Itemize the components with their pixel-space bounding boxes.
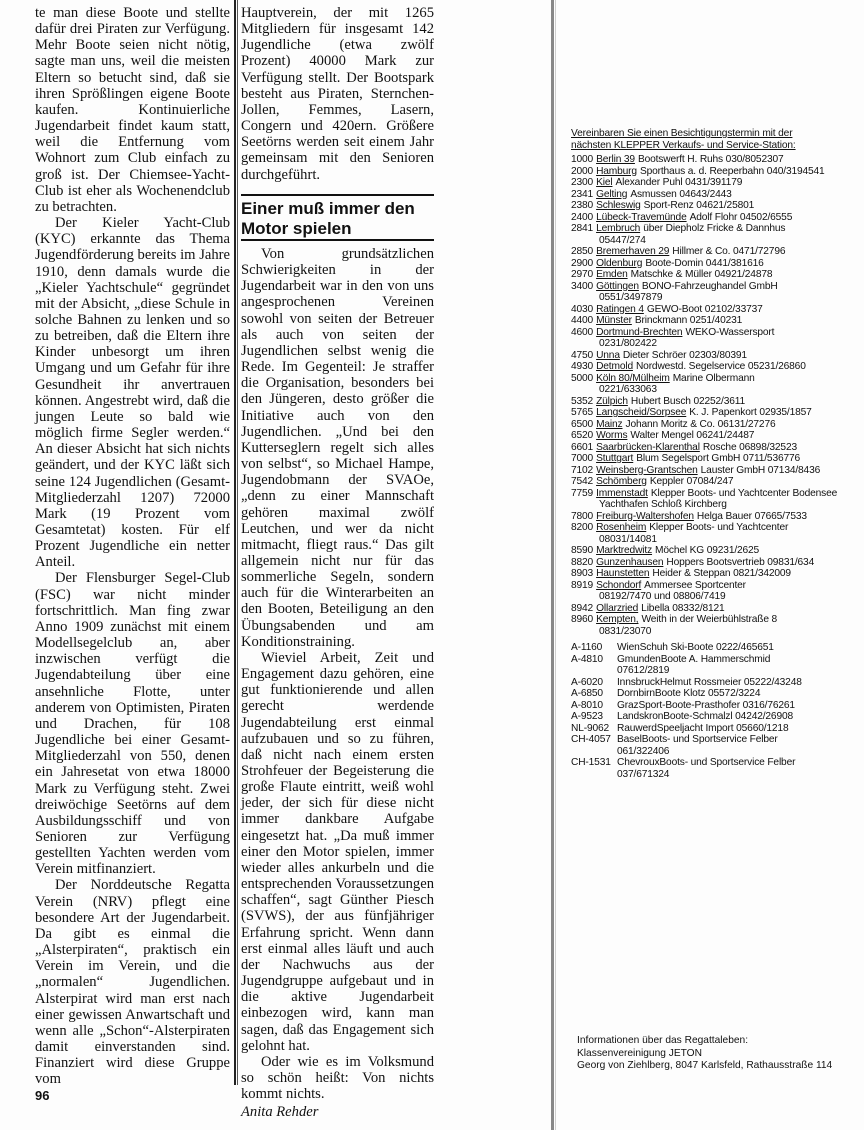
postal-code: 5765 xyxy=(571,407,594,418)
dealer-entry xyxy=(571,677,841,689)
dealer-details: Boots- und Sportservice Felber xyxy=(641,734,778,745)
dealer-details: Bootswerft H. Ruhs 030/8052307 xyxy=(637,154,784,165)
dealer-entry xyxy=(571,614,841,626)
postal-code: 7759 xyxy=(571,487,594,499)
dealer-details: Matschke & Müller 04921/24878 xyxy=(630,269,773,280)
dealer-details: WEKO-Wassersport xyxy=(685,326,775,338)
postal-code: 4030 xyxy=(571,303,594,315)
column-rule-thin xyxy=(237,0,238,1085)
postal-code: 6500 xyxy=(571,418,594,430)
dealer-entry xyxy=(571,465,841,477)
dealer-details: Helga Bauer 07665/7533 xyxy=(696,510,807,522)
postal-code: 2900 xyxy=(571,257,594,269)
dealer-entry xyxy=(571,580,841,592)
dealer-details: Blum Segelsport GmbH 0711/536776 xyxy=(636,453,801,464)
dealer-city: Wien xyxy=(617,642,640,653)
dealer-city: Immenstadt xyxy=(596,487,648,499)
info-line: Georg von Ziehlberg, 8047 Karlsfeld, Rathausstraße 114 xyxy=(577,1060,833,1071)
postal-code: 2400 xyxy=(571,211,594,223)
postal-code: 8903 xyxy=(571,568,594,579)
dealer-details: Nordwestd. Segelservice 05231/26860 xyxy=(635,361,806,372)
dealer-entry xyxy=(571,212,841,224)
postal-code: 7542 xyxy=(571,476,594,487)
dealer-details: Rosche 06898/32523 xyxy=(702,441,797,453)
dealer-details: Marine Olbermann xyxy=(672,372,755,384)
dealer-city: Unna xyxy=(596,349,620,361)
dealer-city: Lembruch xyxy=(596,223,641,234)
dealer-details: Dieter Schröer 02303/80391 xyxy=(622,349,747,361)
dealer-city: Schömberg xyxy=(596,476,647,487)
heading-rule-top xyxy=(241,194,434,196)
postal-code: 7102 xyxy=(571,464,594,476)
postal-code: 8942 xyxy=(571,602,594,614)
dealer-entry xyxy=(571,223,841,235)
dealer-details-continued: 07612/2819 xyxy=(617,665,670,676)
page-gutter-shadow xyxy=(555,0,556,1130)
postal-code: 6520 xyxy=(571,430,594,441)
dealer-details: Möchel KG 09231/2625 xyxy=(655,545,760,556)
dealer-city: Zülpich xyxy=(596,395,628,407)
dealer-details: BONO-Fahrzeughandel GmbH xyxy=(641,280,778,292)
dealer-entry xyxy=(571,557,841,569)
dealer-entry xyxy=(571,688,841,700)
postal-code: 2850 xyxy=(571,246,594,257)
paragraph: Oder wie es im Volksmund so schön heißt: Von nichts kommt nichts. xyxy=(241,1053,434,1103)
dealer-details: Weith in der Weierbühlstraße 8 xyxy=(641,614,778,625)
paragraph: Wieviel Arbeit, Zeit und Engagement dazu gehören, eine gut funktionierende und allen gerecht werdende Jugendabteilung erst einmal aufzubauen und so zu führen, daß nicht nach einem ersten Strohfeuer der Begeisterung die große Flaute eintritt, weiß wohl jeder, der sich für diese nicht immer dankbare Aufgabe eingesetzt hat. „Da muß immer einer den Motor spielen, immer wieder alles ankurbeln und die entsprechenden Voraussetzungen schaffen“, sagt Günther Piesch (SVWS), der aus fünfjähriger Erfahrung spricht. Wenn dann erst einmal alles läuft und auch der Nachwuchs aus der Jugendgruppe aufgebaut und in die aktive Jugendarbeit einbezogen wird, kann man sagen, daß das Engagement sich gelohnt hat. xyxy=(241,649,434,1054)
dealer-details: Klepper Boots- und Yachtcenter Bodensee xyxy=(650,487,838,499)
dealer-details: Boote-Schmalzl 04242/26908 xyxy=(663,711,793,722)
dealer-city: Dortmund-Brechten xyxy=(596,326,683,338)
dealer-entry xyxy=(571,711,841,723)
dealer-entry xyxy=(571,568,841,580)
dealer-city: Worms xyxy=(596,430,628,441)
dealer-details: Johann Moritz & Co. 06131/27276 xyxy=(625,418,776,430)
postal-code: NL-9062 xyxy=(571,722,610,734)
dealer-entry xyxy=(571,373,841,385)
postal-code: CH-1531 xyxy=(571,757,611,768)
dealer-entry xyxy=(571,511,841,523)
postal-code: 7800 xyxy=(571,510,594,522)
dealer-details: Boote-Domin 0441/381616 xyxy=(645,257,764,269)
dealer-details: Helmut Rossmeier 05222/43248 xyxy=(659,676,802,688)
dealer-details: K. J. Papenkort 02935/1857 xyxy=(689,407,812,418)
postal-code: 4400 xyxy=(571,315,594,326)
heading-rule-bottom xyxy=(241,239,434,241)
dealer-details-continued: 0221/633063 xyxy=(599,384,657,395)
dealer-details: Speeljacht Import 05660/1218 xyxy=(656,722,789,734)
dealer-details-continued: 061/322406 xyxy=(617,745,670,757)
dealer-entry xyxy=(571,258,841,270)
dealer-entry xyxy=(571,177,841,189)
dealer-details-continued: 0551/3497879 xyxy=(599,292,663,303)
postal-code: 4600 xyxy=(571,326,594,338)
postal-code: 8960 xyxy=(571,614,594,625)
dealer-city: Ollarzried xyxy=(596,602,639,614)
dealer-details: Alexander Puhl 0431/391179 xyxy=(615,177,743,188)
dealer-entry xyxy=(571,154,841,166)
column-rule xyxy=(234,0,236,1085)
author-signature: Anita Rehder xyxy=(241,1104,319,1121)
dealer-details: Libella 08332/8121 xyxy=(641,602,725,614)
dealer-entry xyxy=(571,396,841,408)
dealer-city: Oldenburg xyxy=(596,257,643,269)
dealer-city: Bremerhaven 29 xyxy=(596,246,670,257)
section-heading: Einer muß immer den Motor spielen xyxy=(241,199,415,238)
dealer-entry xyxy=(571,407,841,419)
dealer-details: Hubert Busch 02252/3611 xyxy=(630,395,746,407)
dealer-details: Klepper Boots- und Yachtcenter xyxy=(649,522,789,533)
dealer-details: Hillmer & Co. 0471/72796 xyxy=(672,246,786,257)
dealer-entry xyxy=(571,723,841,735)
dealer-entry xyxy=(571,315,841,327)
article-column-1 xyxy=(35,5,230,1087)
dealer-details-continued: 0831/23070 xyxy=(599,625,652,637)
postal-code: 5000 xyxy=(571,372,594,384)
dealer-details-continued: 08031/14081 xyxy=(599,533,657,545)
dealer-details-continued: 0231/802422 xyxy=(599,338,657,349)
dealer-entry xyxy=(571,281,841,293)
dealer-entry xyxy=(571,603,841,615)
postal-code: 2970 xyxy=(571,269,594,280)
postal-code: A-6850 xyxy=(571,688,603,699)
dealer-list-foreign xyxy=(571,642,841,780)
dealer-city: Hamburg xyxy=(596,165,637,177)
dealer-city: Schleswig xyxy=(596,200,641,211)
postal-code: 8590 xyxy=(571,545,594,556)
postal-code: 8200 xyxy=(571,522,594,533)
postal-code: 3400 xyxy=(571,280,594,292)
dealer-details: GEWO-Boot 02102/33737 xyxy=(646,303,763,315)
dealer-details: Sport-Renz 04621/25801 xyxy=(643,200,755,211)
dealer-city: Langscheid/Sorpsee xyxy=(596,407,687,418)
dealer-details: Lauster GmbH 07134/8436 xyxy=(700,464,821,476)
postal-code: A-9523 xyxy=(571,711,603,722)
dealer-city: Dornbirn xyxy=(617,688,655,699)
dealer-list-domestic xyxy=(571,154,841,637)
dealer-entry xyxy=(571,304,841,316)
dealer-details: Sporthaus a. d. Reeperbahn 040/3194541 xyxy=(639,165,825,177)
dealer-entry xyxy=(571,700,841,712)
dealer-city: Gmunden xyxy=(617,653,661,665)
dealer-list xyxy=(571,128,841,780)
dealer-entry xyxy=(571,734,841,746)
dealer-details: Ammersee Sportcenter xyxy=(644,579,746,591)
postal-code: 5352 xyxy=(571,395,594,407)
dealer-city: Emden xyxy=(596,269,628,280)
postal-code: 8820 xyxy=(571,556,594,568)
dealer-city: Weinsberg-Grantschen xyxy=(596,464,698,476)
paragraph: Der Norddeutsche Regatta Verein (NRV) pflegt eine besondere Art der Jugendarbeit. Da gibt es einmal die „Alsterpiraten“, praktisch ein Verein im Verein, und die „normalen“ Jugendlichen. Alsterpirat wird man erst nach einer gewissen Anwartschaft und wenn alle „Schon“-Alsterpiraten damit einverstanden sind. Finanziert wird diese Gruppe vom xyxy=(35,877,230,1088)
dealer-details: Schuh Ski-Boote 0222/465651 xyxy=(639,642,774,653)
dealer-entry xyxy=(571,350,841,362)
dealer-entry xyxy=(571,361,841,373)
postal-code: 1000 xyxy=(571,154,594,165)
dealer-city: Ratingen 4 xyxy=(596,303,644,315)
dealer-entry xyxy=(571,246,841,258)
dealer-city: Gunzenhausen xyxy=(596,556,664,568)
dealer-entry xyxy=(571,189,841,201)
postal-code: 4930 xyxy=(571,361,594,372)
postal-code: 7000 xyxy=(571,453,594,464)
dealer-details: Sport-Boote-Prasthofer 0316/76261 xyxy=(638,699,795,711)
paragraph: Von grundsätzlichen Schwierigkeiten in der Jugendarbeit war in den von uns angesprochenen Vereinen sowohl von seiten der Betreuer als auch von seiten der Jugendlichen selbst wenig die Rede. Im Gegenteil: Je straffer die Organisation, besonders bei den Jüngeren, desto größer die Initiative auch von den Jugendlichen. „Und bei den Kutterseglern regelt sich alles von selbst“, so Michael Hampe, Jugendobmann der SVAOe, „denn zu einer Mannschaft gehören maximal zwölf Leutchen, und wer da nicht mitmacht, fliegt raus.“ Das gilt allgemein nicht nur für das sommerliche Segeln, sondern auch für die Winterarbeiten an den Booten, Beteiligung an den Übungsabenden und am Konditionstraining. xyxy=(241,246,434,650)
dealer-entry xyxy=(571,757,841,769)
dealer-details: Brinckmann 0251/40231 xyxy=(634,315,743,326)
postal-code: 4750 xyxy=(571,349,594,361)
postal-code: 2300 xyxy=(571,177,594,188)
dealer-details: Boote A. Hammerschmid xyxy=(660,653,771,665)
dealer-entry xyxy=(571,488,841,500)
dealer-entry xyxy=(571,476,841,488)
postal-code: 2841 xyxy=(571,223,594,234)
dealer-details: Keppler 07084/247 xyxy=(649,476,734,487)
dealer-entry xyxy=(571,545,841,557)
dealer-details: Boote Klotz 05572/3224 xyxy=(654,688,761,699)
dealer-entry xyxy=(571,642,841,654)
dealer-entry xyxy=(571,166,841,178)
dealer-city: Marktredwitz xyxy=(596,545,653,556)
dealer-details-continued: 05447/274 xyxy=(599,234,646,246)
dealer-entry xyxy=(571,442,841,454)
paragraph: Hauptverein, der mit 1265 Mitgliedern für insgesamt 142 Jugendliche (etwa zwölf Prozent) 40000 Mark zur Verfügung stellt. Der Bootspark besteht aus Piraten, Sternchen-Jollen, Femmes, Lasern, Congern und 420ern. Größere Seetörns werden seit einem Jahr gemeinsam mit den Senioren durchgeführt. xyxy=(241,5,434,183)
dealer-city: Schondorf xyxy=(596,579,642,591)
paragraph: Der Kieler Yacht-Club (KYC) erkannte das Thema Jugendförderung bereits im Jahre 1910, denn damals wurde die „Kieler Yachtschule“ gegründet mit der Absicht, „diese Schule in solche Bahnen zu lenken und so zu betreiben, daß die Eltern ihre Kinder unbesorgt um ihren Umgang und um Gefahr für ihre Gesundheit ihr anvertrauen können. Angestrebt wird, daß die jungen Leute so bald wie möglich firme Segler werden.“ An dieser Absicht hat sich nichts geändert, und der KYC läßt sich seine 124 Jugendlichen (Gesamt-Mitgliederzahl 1207) 72000 Mark (19 Prozent vom Gesamtetat) kosten. Für elf Prozent Jugendliche ein netter Anteil. xyxy=(35,215,230,571)
dealer-details-continued: Yachthafen Schloß Kirchberg xyxy=(599,499,727,510)
dealer-city: Münster xyxy=(596,315,632,326)
dealer-city: Gelting xyxy=(596,188,628,200)
postal-code: A-1160 xyxy=(571,642,603,653)
dealer-city: Kempten, xyxy=(596,614,639,625)
dealer-city: Graz xyxy=(617,699,639,711)
dealer-entry xyxy=(571,430,841,442)
info-line: Klassenvereinigung JETON xyxy=(577,1047,702,1059)
dealer-city: Kiel xyxy=(596,177,613,188)
dealer-city: Stuttgart xyxy=(596,453,634,464)
postal-code: A-6020 xyxy=(571,676,603,688)
dealer-city: Landskron xyxy=(617,711,664,722)
dealer-details: Walter Mengel 06241/24487 xyxy=(630,430,755,441)
dealer-city: Köln 80/Mülheim xyxy=(596,372,670,384)
paragraph: te man diese Boote und stellte dafür drei Piraten zur Verfügung. Mehr Boote seien nicht nötig, sagte man uns, weil die meisten Eltern so betucht sind, daß sie ihren Sprößlingen eigene Boote kaufen. Kontinuierliche Jugendarbeit findet kaum statt, weil die Entfernung vom Wohnort zum Club einfach zu groß ist. Der Chiemsee-Yacht-Club ist eher als Wochenendclub zu betrachten. xyxy=(35,5,230,215)
dealer-city: Saarbrücken-Klarenthal xyxy=(596,441,700,453)
dealer-intro-line: nächsten KLEPPER Verkaufs- und Service-Station: xyxy=(571,139,796,151)
article-column-2-body xyxy=(241,246,434,1120)
postal-code: A-4810 xyxy=(571,653,603,665)
dealer-details-continued: 08192/7470 und 08806/7419 xyxy=(599,591,726,602)
dealer-city: Rauwerd xyxy=(617,722,657,734)
dealer-entry xyxy=(571,453,841,465)
postal-code: CH-4057 xyxy=(571,734,611,745)
dealer-city: Berlin 39 xyxy=(596,154,635,165)
dealer-entry xyxy=(571,269,841,281)
dealer-city: Lübeck-Travemünde xyxy=(596,211,687,223)
article-column-2 xyxy=(241,5,434,183)
dealer-city: Freiburg-Waltershofen xyxy=(596,510,694,522)
dealer-city: Haunstetten xyxy=(596,568,650,579)
dealer-city: Detmold xyxy=(596,361,633,372)
postal-code: 2000 xyxy=(571,165,594,177)
dealer-city: Basel xyxy=(617,734,642,745)
page-gutter xyxy=(551,0,554,1130)
dealer-city: Mainz xyxy=(596,418,623,430)
dealer-details-continued: 037/671324 xyxy=(617,768,670,780)
postal-code: 2380 xyxy=(571,200,594,211)
postal-code: 6601 xyxy=(571,441,594,453)
dealer-entry xyxy=(571,419,841,431)
dealer-entry xyxy=(571,327,841,339)
dealer-entry xyxy=(571,522,841,534)
postal-code: 8919 xyxy=(571,579,594,591)
dealer-entry xyxy=(571,200,841,212)
dealer-city: Rosenheim xyxy=(596,522,647,533)
dealer-city: Göttingen xyxy=(596,280,639,292)
dealer-city: Chevroux xyxy=(617,757,660,768)
info-box xyxy=(577,1035,842,1073)
dealer-details: Adolf Flohr 04502/6555 xyxy=(689,211,793,223)
dealer-details: Heider & Steppan 0821/342009 xyxy=(652,568,791,579)
dealer-entry xyxy=(571,654,841,666)
dealer-details: Boots- und Sportservice Felber xyxy=(659,757,796,768)
postal-code: 2341 xyxy=(571,188,594,200)
dealer-city: Innsbruck xyxy=(617,676,660,688)
page-number: 96 xyxy=(35,1088,50,1103)
dealer-intro-line: Vereinbaren Sie einen Besichtigungstermin mit der xyxy=(571,128,793,139)
info-line: Informationen über das Regattaleben: xyxy=(577,1035,749,1046)
paragraph: Der Flensburger Segel-Club (FSC) war nicht minder fortschrittlich. Man fing zwar Anno 1909 zunächst mit einem Modellsegelclub an, aber inzwischen verfügt die Jugendabteilung über eine ansehnliche Flotte, unter anderem von Optimisten, Piraten und Drachen, für 108 Jugendliche bei einer Gesamt-Mitgliederzahl von 550, denen ein Jahresetat von etwa 18000 Mark zu Verfügung steht. Zwei dreiwöchige Seetörns auf dem Ausbildungsschiff und von Senioren zur Verfügung gestellten Yachten werden vom Verein mitfinanziert. xyxy=(35,570,230,878)
dealer-details: Hoppers Bootsvertrieb 09831/634 xyxy=(666,556,815,568)
dealer-details: Asmussen 04643/2443 xyxy=(630,188,732,200)
postal-code: A-8010 xyxy=(571,699,603,711)
dealer-details: über Diepholz Fricke & Dannhus xyxy=(643,223,786,234)
